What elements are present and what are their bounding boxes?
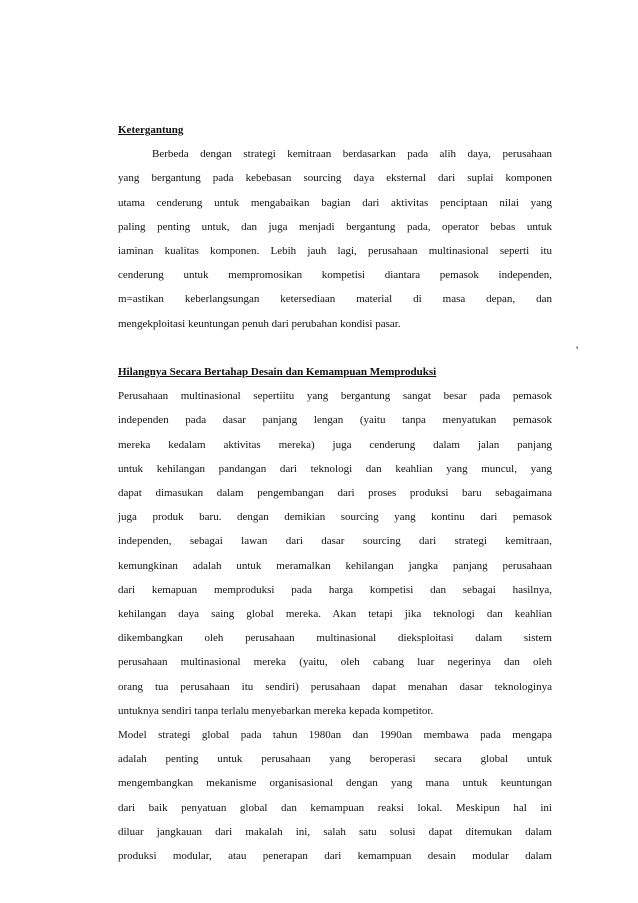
paragraph-gap [118,336,552,360]
text-line: independen pada dasar panjang lengan (yaitu tanpa menyatukan pemasok [118,414,552,427]
text-line: iaminan kualitas komponen. Lebih jauh lagi, perusahaan multinasional seperti itu [118,245,552,258]
text-line: perusahaan multinasional mereka (yaitu, oleh cabang luar negerinya dan oleh [118,656,552,669]
text-line: kemungkinan adalah untuk meramalkan kehilangan jangka panjang perusahaan [118,559,552,572]
text-line: cenderung untuk mempromosikan kompetisi diantara pemasok independen, [118,269,552,282]
document-body [118,118,552,868]
text-line: dari baik penyatuan global dan kemampuan reaksi lokal. Meskipun hal ini [118,801,552,814]
text-line: dari kemapuan memproduksi pada harga kompetisi dan sebagai hasilnya, [118,583,552,596]
text-line: orang tua perusahaan itu sendiri) perusahaan dapat menahan dasar teknologinya [118,680,552,693]
margin-mark: ' [576,343,579,357]
text-line: kehilangan daya saing global mereka. Akan tetapi jika teknologi dan keahlian [118,608,552,621]
paragraph-ketergantung [118,142,552,336]
text-line: juga produk baru. dengan demikian sourcing yang kontinu dari pemasok [118,511,552,524]
text-line: untuk kehilangan pandangan dari teknologi dan keahlian yang muncul, yang [118,462,552,475]
text-line: dikembangkan oleh perusahaan multinasional dieksploitasi dalam sistem [118,632,552,645]
text-line: utama cenderung untuk mengabaikan bagian dari aktivitas penciptaan nilai yang [118,196,552,209]
text-line: m=astikan keberlangsungan ketersediaan material di masa depan, dan [118,293,552,306]
text-line: dapat dimasukan dalam pengembangan dari proses produksi baru sebagaimana [118,487,552,500]
text-line: adalah penting untuk perusahaan yang beroperasi secara global untuk [118,753,552,766]
text-line: mereka kedalam aktivitas mereka) juga cenderung dalam jalan panjang [118,438,552,451]
text-line: independen, sebagai lawan dari dasar sourcing dari strategi kemitraan, [118,535,552,548]
text-line: paling penting untuk, dan juga menjadi bergantung pada, operator bebas untuk [118,220,552,233]
text-line: mengekploitasi keuntungan penuh dari perubahan kondisi pasar. [118,317,401,330]
text-line: yang bergantung pada kebebasan sourcing daya eksternal dari suplai komponen [118,172,552,185]
text-line: diluar jangkauan dari makalah ini, salah satu solusi dapat ditemukan dalam [118,825,552,838]
text-line: Berbeda dengan strategi kemitraan berdasarkan pada alih daya, perusahaan [152,148,552,161]
paragraph-hilangnya-1 [118,384,552,723]
text-line: Perusahaan multinasional sepertiitu yang bergantung sangat besar pada pemasok [118,390,552,403]
paragraph-hilangnya-2 [118,723,552,868]
text-line: produksi modular, atau penerapan dari kemampuan desain modular dalam [118,850,552,863]
text-line: untuknya sendiri tanpa terlalu menyebarkan mereka kepada kompetitor. [118,704,434,717]
section-heading-ketergantung: Ketergantung [118,124,184,136]
section-heading-hilangnya: Hilangnya Secara Bertahap Desain dan Kemampuan Memproduksi [118,366,437,379]
text-line: Model strategi global pada tahun 1980an dan 1990an membawa pada mengapa [118,729,552,742]
text-line: mengembangkan mekanisme organisasional dengan yang mana untuk keuntungan [118,777,552,790]
